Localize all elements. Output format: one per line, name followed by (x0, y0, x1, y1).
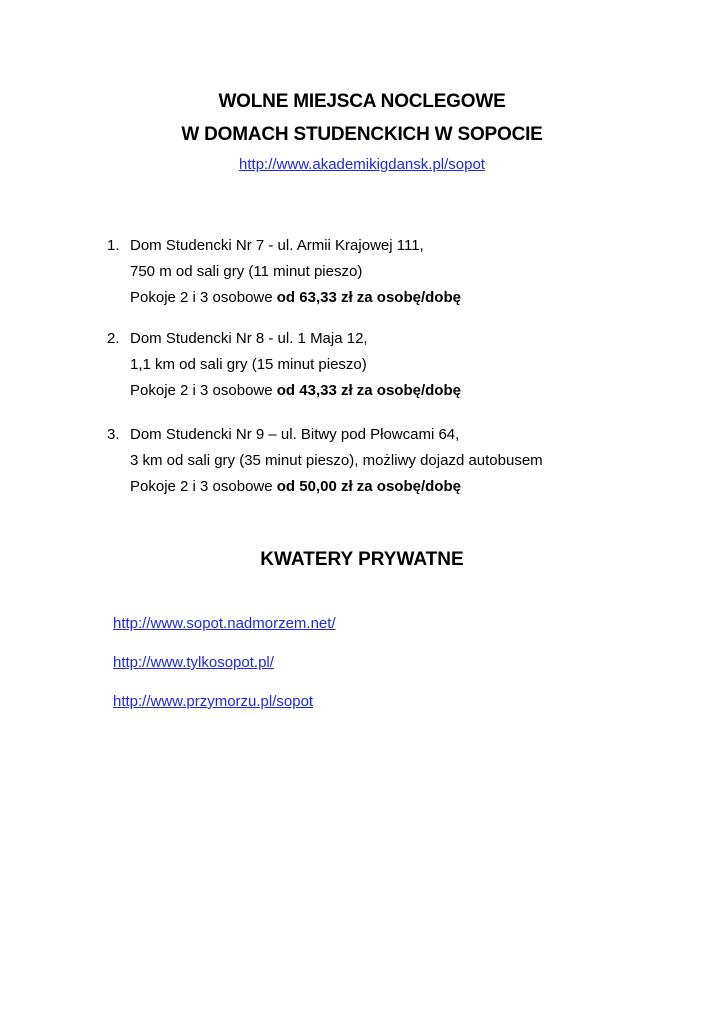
dorm-details (130, 422, 710, 500)
private-link-container-3 (113, 691, 313, 713)
dorm-rooms: Pokoje 2 i 3 osobowe (130, 382, 277, 399)
dorm-address: Dom Studencki Nr 8 - ul. 1 Maja 12, (130, 330, 368, 347)
dorm-address: Dom Studencki Nr 7 - ul. Armii Krajowej 111, (130, 237, 424, 254)
akademiki-link-container (0, 154, 724, 176)
private-link-2[interactable]: http://www.tylkosopot.pl/ (113, 654, 274, 671)
private-link-container-1 (113, 613, 336, 635)
dorm-rooms: Pokoje 2 i 3 osobowe (130, 478, 277, 495)
dorm-rooms-line (130, 285, 710, 311)
dorm-rooms-line (130, 378, 710, 404)
page-title-line-2: W DOMACH STUDENCKICH W SOPOCIE (181, 124, 543, 145)
dorm-distance: 1,1 km od sali gry (15 minut pieszo) (130, 356, 367, 373)
page-title-line-1: WOLNE MIEJSCA NOCLEGOWE (218, 91, 506, 112)
list-number: 1. (107, 237, 120, 254)
dorm-price: od 43,33 zł za osobę/dobę (276, 382, 461, 399)
private-link-3[interactable]: http://www.przymorzu.pl/sopot (113, 693, 314, 710)
dorm-distance: 3 km od sali gry (35 minut pieszo), możliwy dojazd autobusem (130, 452, 543, 469)
list-number: 2. (107, 330, 120, 347)
dorm-address: Dom Studencki Nr 9 – ul. Bitwy pod Płowcami 64, (130, 426, 460, 443)
dorm-details (130, 233, 710, 311)
dorm-rooms-line (130, 474, 710, 500)
private-section-title: KWATERY PRYWATNE (260, 549, 464, 570)
dorm-price: od 50,00 zł za osobę/dobę (276, 478, 461, 495)
dorm-details (130, 326, 710, 404)
private-link-container-2 (113, 652, 274, 674)
private-link-1[interactable]: http://www.sopot.nadmorzem.net/ (113, 615, 336, 632)
list-number: 3. (107, 426, 120, 443)
dorm-rooms: Pokoje 2 i 3 osobowe (130, 289, 277, 306)
akademiki-link[interactable]: http://www.akademikigdansk.pl/sopot (239, 156, 485, 173)
dorm-distance: 750 m od sali gry (11 minut pieszo) (130, 263, 363, 280)
dorm-price: od 63,33 zł za osobę/dobę (276, 289, 461, 306)
